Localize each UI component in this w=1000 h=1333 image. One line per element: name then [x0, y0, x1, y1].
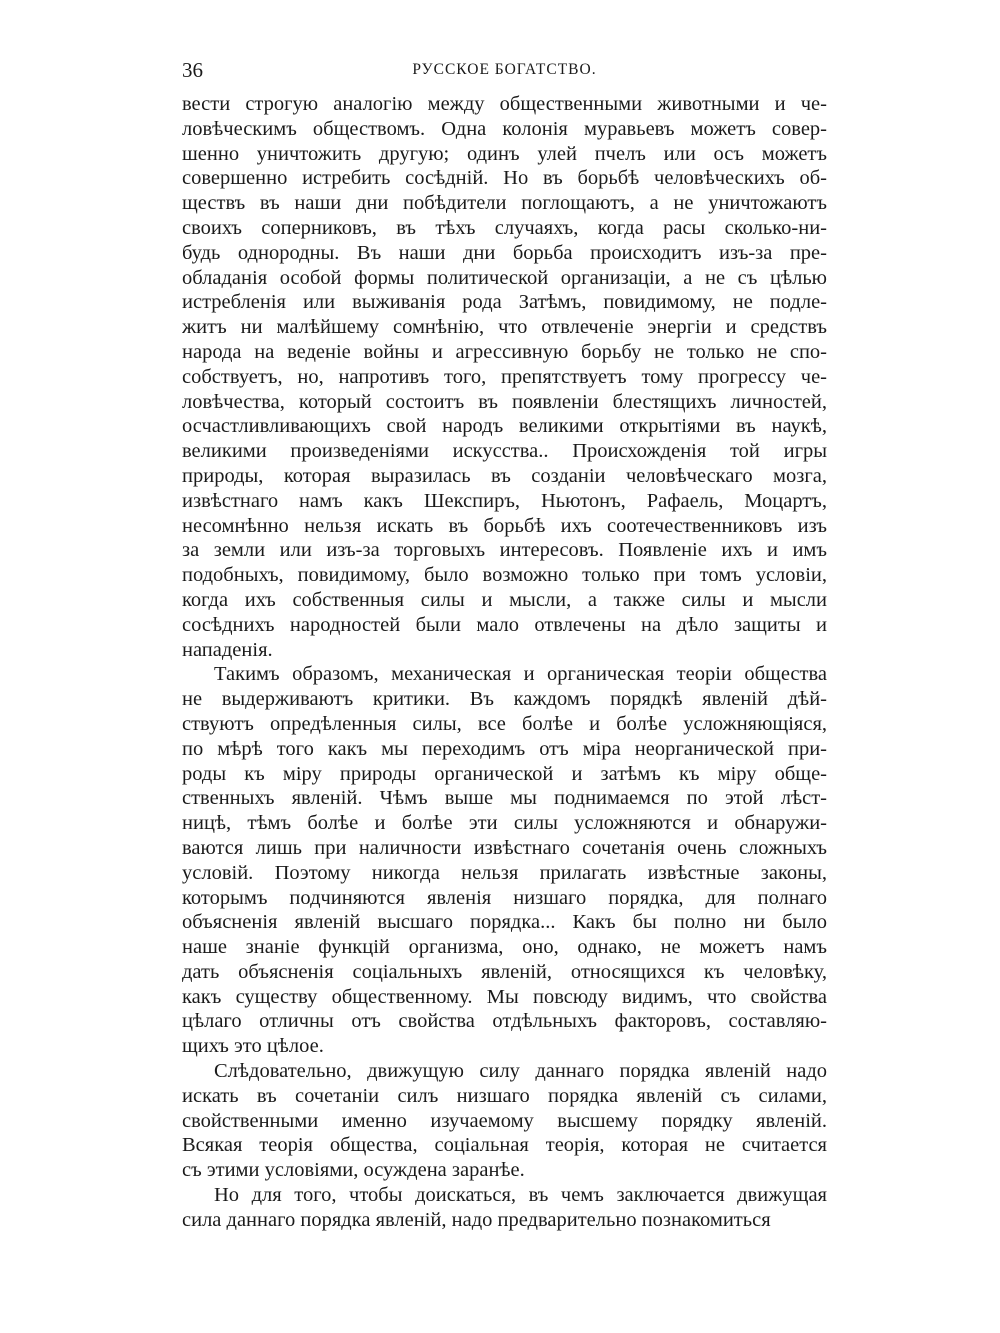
- text-line: великими произведеніями искусства.. Происхожденія той игры: [182, 440, 827, 463]
- book-page: [182, 58, 827, 1233]
- running-head: [182, 58, 827, 92]
- text-line: обладанія особой формы политической организаціи, а не съ цѣлью: [182, 266, 827, 289]
- text-line: свойственными именно изучаемому высшему порядку явленій.: [182, 1109, 827, 1132]
- text-line: осчастливливающихъ свой народъ великими открытіями въ наукѣ,: [182, 415, 827, 438]
- text-line: когда ихъ собственныя силы и мысли, а также силы и мысли: [182, 588, 827, 611]
- text-line: своихъ соперниковъ, въ тѣхъ случаяхъ, когда расы сколько-ни-: [182, 216, 827, 239]
- text-line: Всякая теорія общества, соціальная теорія, которая не считается: [182, 1134, 827, 1157]
- text-line: условій. Поэтому никогда нельзя прилагать извѣстные законы,: [182, 861, 827, 884]
- text-line: ницѣ, тѣмъ болѣе и болѣе эти силы усложняются и обнаружи-: [182, 812, 827, 835]
- journal-title: РУССКОЕ БОГАТСТВО.: [412, 61, 597, 78]
- text-line: будь однородны. Въ наши дни борьба происходитъ изъ-за пре-: [182, 241, 827, 264]
- paragraph: [182, 1059, 827, 1183]
- page-number: 36: [182, 58, 203, 82]
- text-line: которымъ подчиняются явленія низшаго порядка, для полнаго: [182, 886, 827, 909]
- text-line: подобныхъ, повидимому, было возможно только при томъ условіи,: [182, 564, 827, 587]
- text-line: щихъ это цѣлое.: [182, 1035, 324, 1058]
- text-line: цѣлаго отличны отъ свойства отдѣльныхъ факторовъ, составляю-: [182, 1010, 827, 1033]
- text-line: дать объясненія соціальныхъ явленій, относящихся къ человѣку,: [182, 960, 827, 983]
- text-line: Но для того, чтобы доискаться, въ чемъ заключается движущая: [214, 1184, 827, 1207]
- text-line: истребленія или выживанія рода Затѣмъ, повидимому, не подле-: [182, 291, 827, 314]
- text-line: Слѣдовательно, движущую силу даннаго порядка явленій надо: [214, 1060, 827, 1083]
- text-line: объясненія явленій высшаго порядка... Какъ бы полно ни было: [182, 911, 827, 934]
- text-line: шенно уничтожить другую; одинъ улей пчелъ или осъ можетъ: [182, 142, 827, 165]
- text-line: природы, которая выразилась въ созданіи человѣческаго мозга,: [182, 464, 827, 487]
- paragraph: [182, 1183, 827, 1233]
- text-line: собствуетъ, но, напротивъ того, препятствуетъ тому прогрессу че-: [182, 365, 827, 388]
- paragraph: [182, 92, 827, 662]
- text-line: ловѣчества, который состоитъ въ появленіи блестящихъ личностей,: [182, 390, 827, 413]
- text-line: народа на веденіе войны и агрессивную борьбу не только не спо-: [182, 340, 827, 363]
- text-line: какъ существу общественному. Мы повсюду видимъ, что свойства: [182, 985, 827, 1008]
- text-line: ловѣческимъ обществомъ. Одна колонія муравьевъ можетъ совер-: [182, 117, 827, 140]
- text-line: житъ ни малѣйшему сомнѣнію, что отвлеченіе энергіи и средствъ: [182, 316, 827, 339]
- text-line: за земли или изъ-за торговыхъ интересовъ. Появленіе ихъ и имъ: [182, 539, 827, 562]
- text-line: совершенно истребить сосѣдній. Но въ борьбѣ человѣческихъ об-: [182, 167, 827, 190]
- paragraph: [182, 662, 827, 1059]
- text-line: ществъ въ наши дни побѣдители поглощаютъ, а не уничтожаютъ: [182, 192, 827, 215]
- text-line: вести строгую аналогію между общественными животными и че-: [182, 93, 827, 115]
- text-line: роды къ міру природы органической и затѣмъ къ міру обще-: [182, 762, 827, 785]
- text-line: нападенія.: [182, 638, 273, 661]
- text-line: Такимъ образомъ, механическая и органическая теоріи общества: [214, 663, 827, 686]
- text-line: ственныхъ явленій. Чѣмъ выше мы поднимаемся по этой лѣст-: [182, 787, 827, 810]
- text-line: ваются лишь при наличности извѣстнаго сочетанія очень сложныхъ: [182, 836, 827, 859]
- text-line: наше знаніе функцій организма, оно, однако, не можетъ намъ: [182, 936, 827, 959]
- text-line: по мѣрѣ того какъ мы переходимъ отъ міра неорганической при-: [182, 737, 827, 760]
- text-line: сила даннаго порядка явленій, надо предварительно познакомиться: [182, 1208, 771, 1231]
- text-line: сосѣднихъ народностей были мало отвлечены на дѣло защиты и: [182, 613, 827, 636]
- text-line: извѣстнаго намъ какъ Шекспиръ, Ньютонъ, Рафаель, Моцартъ,: [182, 489, 827, 512]
- body-text: [182, 92, 827, 1233]
- text-line: ствуютъ опредѣленныя силы, все болѣе и болѣе усложняющіяся,: [182, 712, 827, 735]
- text-line: несомнѣнно нельзя искать въ борьбѣ ихъ соотечественниковъ изъ: [182, 514, 827, 537]
- text-line: не выдерживаютъ критики. Въ каждомъ порядкѣ явленій дѣй-: [182, 688, 827, 711]
- text-line: искать въ сочетаніи силъ низшаго порядка явленій съ силами,: [182, 1084, 827, 1107]
- text-line: съ этими условіями, осуждена заранѣе.: [182, 1159, 525, 1182]
